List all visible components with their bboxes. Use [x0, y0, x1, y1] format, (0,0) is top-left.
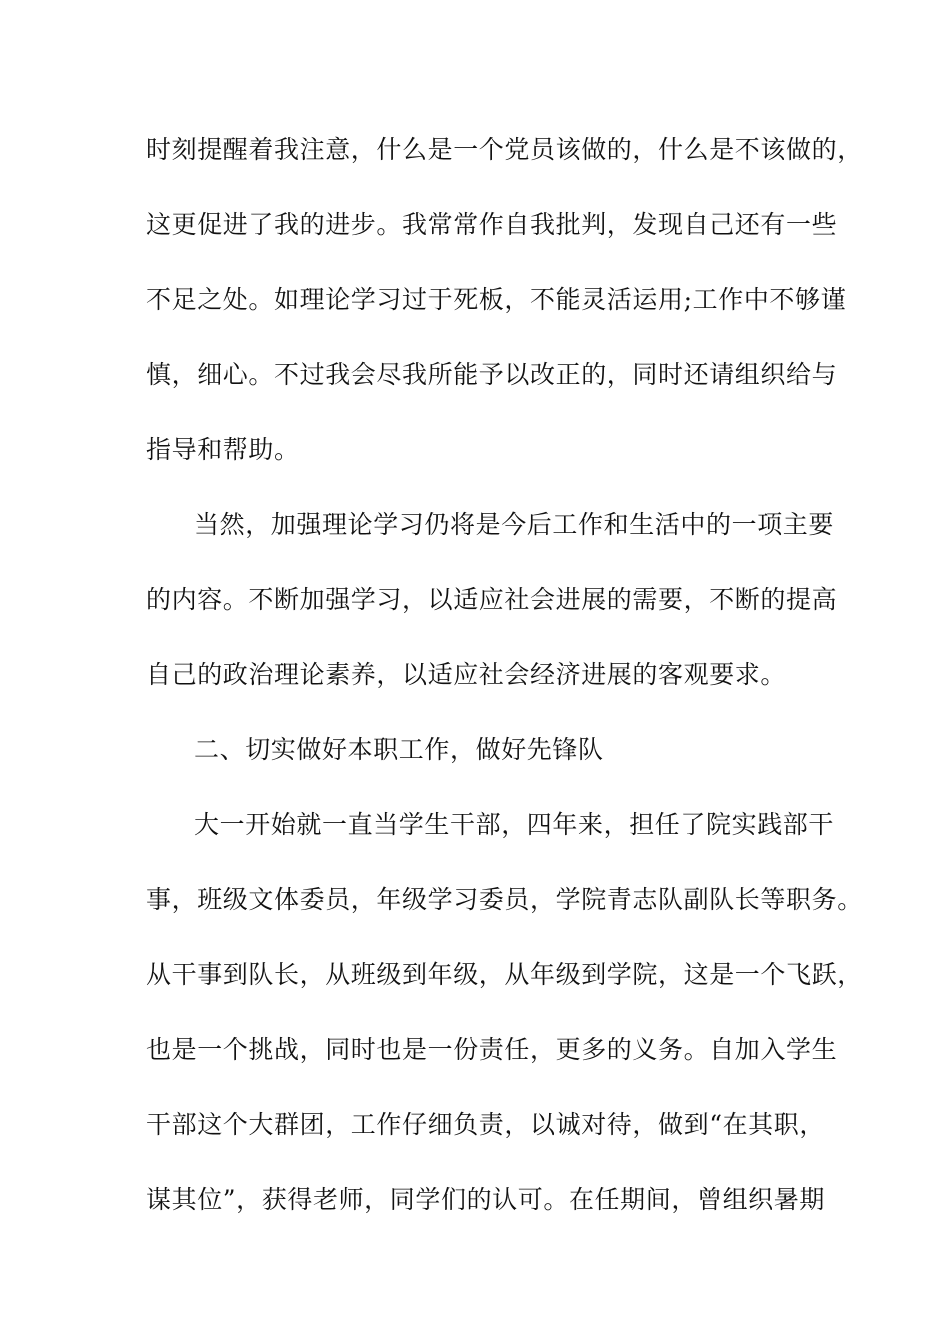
text-line: 也是一个挑战，同时也是一份责任，更多的义务。自加入学生: [146, 1035, 838, 1064]
text-line: 从干事到队长，从班级到年级，从年级到学院，这是一个飞跃，: [146, 960, 863, 989]
paragraph-start-line: 当然，加强理论学习仍将是今后工作和生活中的一项主要: [194, 510, 835, 539]
section-heading: 二、切实做好本职工作，做好先锋队: [194, 735, 604, 764]
text-line: 事，班级文体委员，年级学习委员，学院青志队副队长等职务。: [146, 885, 863, 914]
text-line: 谋其位”，获得老师，同学们的认可。在任期间，曾组织暑期: [146, 1185, 825, 1214]
text-line: 自己的政治理论素养，以适应社会经济进展的客观要求。: [146, 660, 787, 689]
text-line: 不足之处。如理论学习过于死板，不能灵活运用;工作中不够谨: [146, 285, 847, 314]
text-line: 指导和帮助。: [146, 435, 300, 464]
text-line: 时刻提醒着我注意，什么是一个党员该做的，什么是不该做的，: [146, 135, 863, 164]
text-line: 干部这个大群团，工作仔细负责，以诚对待，做到“在其职，: [146, 1110, 825, 1139]
paragraph-start-line: 大一开始就一直当学生干部，四年来，担任了院实践部干: [194, 810, 835, 839]
text-line: 这更促进了我的进步。我常常作自我批判，发现自己还有一些: [146, 210, 838, 239]
text-line: 慎，细心。不过我会尽我所能予以改正的，同时还请组织给与: [146, 360, 838, 389]
text-line: 的内容。不断加强学习，以适应社会进展的需要，不断的提高: [146, 585, 838, 614]
